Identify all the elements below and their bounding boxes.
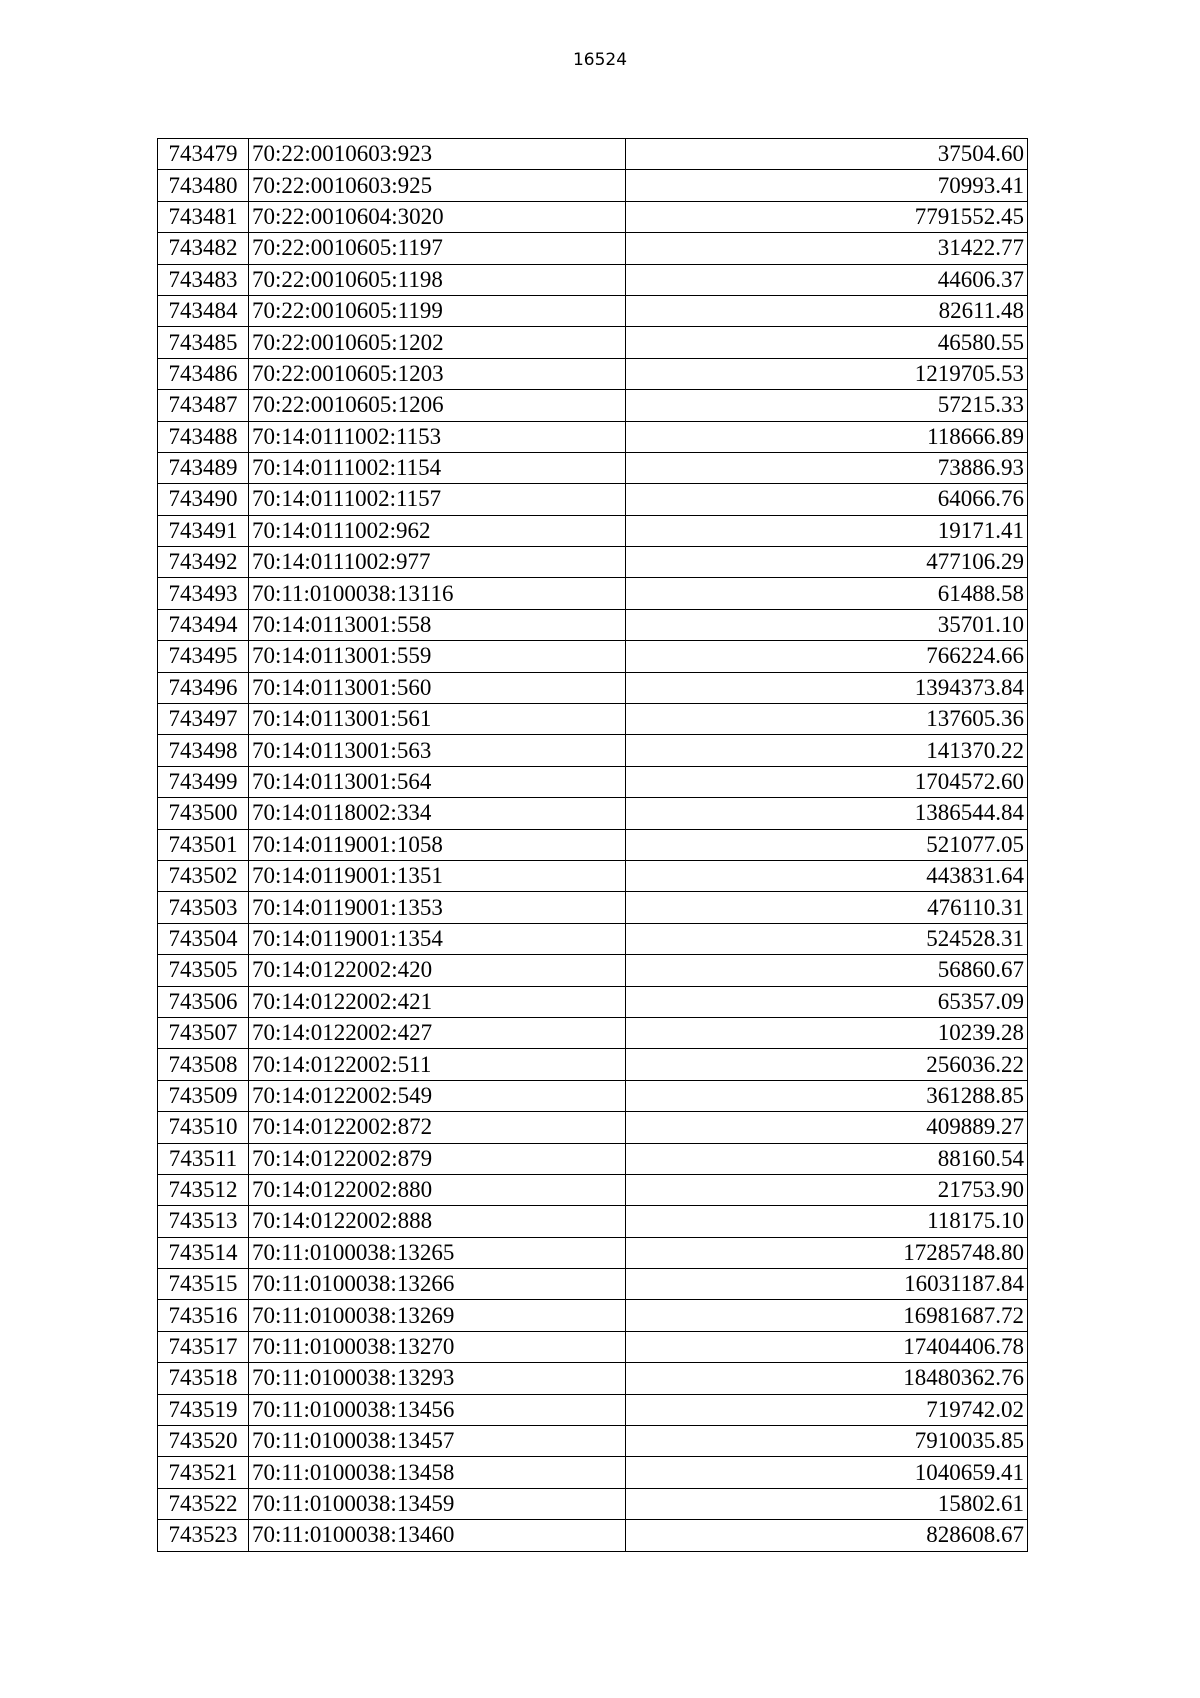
cadastral-number-cell: 70:14:0122002:888 [249, 1206, 626, 1237]
table-row [158, 1080, 1028, 1111]
value-cell: 828608.67 [626, 1520, 1028, 1551]
table-row [158, 515, 1028, 546]
cadastral-number-cell: 70:11:0100038:13269 [249, 1300, 626, 1331]
table-row [158, 1394, 1028, 1425]
value-cell: 10239.28 [626, 1017, 1028, 1048]
cadastral-number-cell: 70:11:0100038:13458 [249, 1457, 626, 1488]
cadastral-number-cell: 70:14:0119001:1351 [249, 860, 626, 891]
cadastral-number-cell: 70:22:0010603:923 [249, 139, 626, 170]
value-cell: 57215.33 [626, 390, 1028, 421]
value-cell: 766224.66 [626, 641, 1028, 672]
row-number-cell: 743497 [158, 704, 249, 735]
value-cell: 141370.22 [626, 735, 1028, 766]
table-row [158, 735, 1028, 766]
cadastral-number-cell: 70:14:0119001:1058 [249, 829, 626, 860]
row-number-cell: 743492 [158, 547, 249, 578]
value-cell: 16031187.84 [626, 1269, 1028, 1300]
row-number-cell: 743500 [158, 798, 249, 829]
cadastral-number-cell: 70:11:0100038:13460 [249, 1520, 626, 1551]
row-number-cell: 743523 [158, 1520, 249, 1551]
value-cell: 56860.67 [626, 955, 1028, 986]
cadastral-number-cell: 70:14:0113001:559 [249, 641, 626, 672]
table-row [158, 860, 1028, 891]
cadastral-number-cell: 70:14:0118002:334 [249, 798, 626, 829]
table-row [158, 452, 1028, 483]
cadastral-number-cell: 70:14:0111002:1157 [249, 484, 626, 515]
value-cell: 7910035.85 [626, 1426, 1028, 1457]
row-number-cell: 743488 [158, 421, 249, 452]
row-number-cell: 743485 [158, 327, 249, 358]
value-cell: 443831.64 [626, 860, 1028, 891]
table-row [158, 1363, 1028, 1394]
table-row [158, 1174, 1028, 1205]
cadastral-number-cell: 70:14:0122002:420 [249, 955, 626, 986]
value-cell: 476110.31 [626, 892, 1028, 923]
table-row [158, 547, 1028, 578]
table-row [158, 986, 1028, 1017]
row-number-cell: 743494 [158, 609, 249, 640]
table-row [158, 609, 1028, 640]
row-number-cell: 743520 [158, 1426, 249, 1457]
row-number-cell: 743507 [158, 1017, 249, 1048]
value-cell: 35701.10 [626, 609, 1028, 640]
row-number-cell: 743479 [158, 139, 249, 170]
value-cell: 409889.27 [626, 1112, 1028, 1143]
table-row [158, 421, 1028, 452]
cadastral-number-cell: 70:14:0122002:549 [249, 1080, 626, 1111]
table-row [158, 233, 1028, 264]
table-row [158, 641, 1028, 672]
row-number-cell: 743480 [158, 170, 249, 201]
row-number-cell: 743513 [158, 1206, 249, 1237]
table-row [158, 1331, 1028, 1362]
table-row [158, 295, 1028, 326]
row-number-cell: 743522 [158, 1488, 249, 1519]
row-number-cell: 743482 [158, 233, 249, 264]
cadastral-number-cell: 70:11:0100038:13456 [249, 1394, 626, 1425]
table-row [158, 766, 1028, 797]
registry-table-body [158, 139, 1028, 1552]
table-row [158, 1300, 1028, 1331]
cadastral-number-cell: 70:11:0100038:13459 [249, 1488, 626, 1519]
cadastral-number-cell: 70:22:0010605:1206 [249, 390, 626, 421]
value-cell: 18480362.76 [626, 1363, 1028, 1394]
cadastral-number-cell: 70:14:0122002:879 [249, 1143, 626, 1174]
row-number-cell: 743502 [158, 860, 249, 891]
value-cell: 1219705.53 [626, 358, 1028, 389]
row-number-cell: 743487 [158, 390, 249, 421]
cadastral-number-cell: 70:14:0111002:962 [249, 515, 626, 546]
row-number-cell: 743512 [158, 1174, 249, 1205]
table-row [158, 1143, 1028, 1174]
value-cell: 15802.61 [626, 1488, 1028, 1519]
cadastral-number-cell: 70:14:0122002:872 [249, 1112, 626, 1143]
table-row [158, 1457, 1028, 1488]
registry-table [157, 138, 1028, 1552]
table-row [158, 1520, 1028, 1551]
cadastral-number-cell: 70:22:0010604:3020 [249, 201, 626, 232]
value-cell: 118175.10 [626, 1206, 1028, 1237]
row-number-cell: 743498 [158, 735, 249, 766]
value-cell: 73886.93 [626, 452, 1028, 483]
table-row [158, 1488, 1028, 1519]
cadastral-number-cell: 70:22:0010605:1202 [249, 327, 626, 358]
table-row [158, 139, 1028, 170]
table-row [158, 672, 1028, 703]
row-number-cell: 743493 [158, 578, 249, 609]
cadastral-number-cell: 70:14:0113001:558 [249, 609, 626, 640]
value-cell: 17285748.80 [626, 1237, 1028, 1268]
value-cell: 1386544.84 [626, 798, 1028, 829]
row-number-cell: 743515 [158, 1269, 249, 1300]
cadastral-number-cell: 70:22:0010605:1203 [249, 358, 626, 389]
row-number-cell: 743499 [158, 766, 249, 797]
cadastral-number-cell: 70:14:0113001:564 [249, 766, 626, 797]
value-cell: 21753.90 [626, 1174, 1028, 1205]
row-number-cell: 743505 [158, 955, 249, 986]
cadastral-number-cell: 70:14:0113001:563 [249, 735, 626, 766]
table-row [158, 1237, 1028, 1268]
cadastral-number-cell: 70:11:0100038:13266 [249, 1269, 626, 1300]
table-row [158, 170, 1028, 201]
cadastral-number-cell: 70:11:0100038:13270 [249, 1331, 626, 1362]
row-number-cell: 743510 [158, 1112, 249, 1143]
table-row [158, 578, 1028, 609]
cadastral-number-cell: 70:14:0111002:1153 [249, 421, 626, 452]
value-cell: 1394373.84 [626, 672, 1028, 703]
value-cell: 1704572.60 [626, 766, 1028, 797]
value-cell: 37504.60 [626, 139, 1028, 170]
value-cell: 719742.02 [626, 1394, 1028, 1425]
cadastral-number-cell: 70:22:0010603:925 [249, 170, 626, 201]
row-number-cell: 743518 [158, 1363, 249, 1394]
row-number-cell: 743517 [158, 1331, 249, 1362]
table-row [158, 201, 1028, 232]
row-number-cell: 743489 [158, 452, 249, 483]
row-number-cell: 743503 [158, 892, 249, 923]
value-cell: 70993.41 [626, 170, 1028, 201]
cadastral-number-cell: 70:14:0119001:1353 [249, 892, 626, 923]
row-number-cell: 743495 [158, 641, 249, 672]
row-number-cell: 743516 [158, 1300, 249, 1331]
row-number-cell: 743519 [158, 1394, 249, 1425]
cadastral-number-cell: 70:14:0122002:421 [249, 986, 626, 1017]
table-row [158, 1112, 1028, 1143]
value-cell: 31422.77 [626, 233, 1028, 264]
row-number-cell: 743506 [158, 986, 249, 1017]
table-row [158, 704, 1028, 735]
table-row [158, 1206, 1028, 1237]
row-number-cell: 743496 [158, 672, 249, 703]
table-row [158, 1017, 1028, 1048]
cadastral-number-cell: 70:11:0100038:13457 [249, 1426, 626, 1457]
cadastral-number-cell: 70:14:0122002:880 [249, 1174, 626, 1205]
row-number-cell: 743483 [158, 264, 249, 295]
cadastral-number-cell: 70:22:0010605:1199 [249, 295, 626, 326]
table-row [158, 955, 1028, 986]
page-number: 16524 [572, 50, 628, 70]
value-cell: 46580.55 [626, 327, 1028, 358]
row-number-cell: 743514 [158, 1237, 249, 1268]
row-number-cell: 743486 [158, 358, 249, 389]
table-row [158, 327, 1028, 358]
table-row [158, 264, 1028, 295]
row-number-cell: 743501 [158, 829, 249, 860]
value-cell: 16981687.72 [626, 1300, 1028, 1331]
table-row [158, 358, 1028, 389]
table-row [158, 390, 1028, 421]
cadastral-number-cell: 70:14:0119001:1354 [249, 923, 626, 954]
value-cell: 477106.29 [626, 547, 1028, 578]
table-row [158, 1049, 1028, 1080]
value-cell: 361288.85 [626, 1080, 1028, 1111]
row-number-cell: 743481 [158, 201, 249, 232]
value-cell: 7791552.45 [626, 201, 1028, 232]
cadastral-number-cell: 70:14:0122002:427 [249, 1017, 626, 1048]
row-number-cell: 743491 [158, 515, 249, 546]
cadastral-number-cell: 70:11:0100038:13116 [249, 578, 626, 609]
cadastral-number-cell: 70:14:0122002:511 [249, 1049, 626, 1080]
value-cell: 61488.58 [626, 578, 1028, 609]
table-row [158, 484, 1028, 515]
value-cell: 524528.31 [626, 923, 1028, 954]
table-row [158, 1269, 1028, 1300]
row-number-cell: 743511 [158, 1143, 249, 1174]
value-cell: 82611.48 [626, 295, 1028, 326]
value-cell: 19171.41 [626, 515, 1028, 546]
table-row [158, 1426, 1028, 1457]
row-number-cell: 743484 [158, 295, 249, 326]
value-cell: 88160.54 [626, 1143, 1028, 1174]
value-cell: 137605.36 [626, 704, 1028, 735]
value-cell: 118666.89 [626, 421, 1028, 452]
cadastral-number-cell: 70:14:0111002:1154 [249, 452, 626, 483]
value-cell: 521077.05 [626, 829, 1028, 860]
cadastral-number-cell: 70:11:0100038:13265 [249, 1237, 626, 1268]
value-cell: 44606.37 [626, 264, 1028, 295]
row-number-cell: 743508 [158, 1049, 249, 1080]
row-number-cell: 743504 [158, 923, 249, 954]
cadastral-number-cell: 70:22:0010605:1197 [249, 233, 626, 264]
value-cell: 64066.76 [626, 484, 1028, 515]
cadastral-number-cell: 70:22:0010605:1198 [249, 264, 626, 295]
table-row [158, 892, 1028, 923]
value-cell: 1040659.41 [626, 1457, 1028, 1488]
value-cell: 256036.22 [626, 1049, 1028, 1080]
row-number-cell: 743521 [158, 1457, 249, 1488]
cadastral-number-cell: 70:14:0113001:560 [249, 672, 626, 703]
table-row [158, 798, 1028, 829]
cadastral-number-cell: 70:11:0100038:13293 [249, 1363, 626, 1394]
cadastral-number-cell: 70:14:0111002:977 [249, 547, 626, 578]
row-number-cell: 743509 [158, 1080, 249, 1111]
cadastral-number-cell: 70:14:0113001:561 [249, 704, 626, 735]
value-cell: 65357.09 [626, 986, 1028, 1017]
value-cell: 17404406.78 [626, 1331, 1028, 1362]
table-row [158, 829, 1028, 860]
row-number-cell: 743490 [158, 484, 249, 515]
table-row [158, 923, 1028, 954]
